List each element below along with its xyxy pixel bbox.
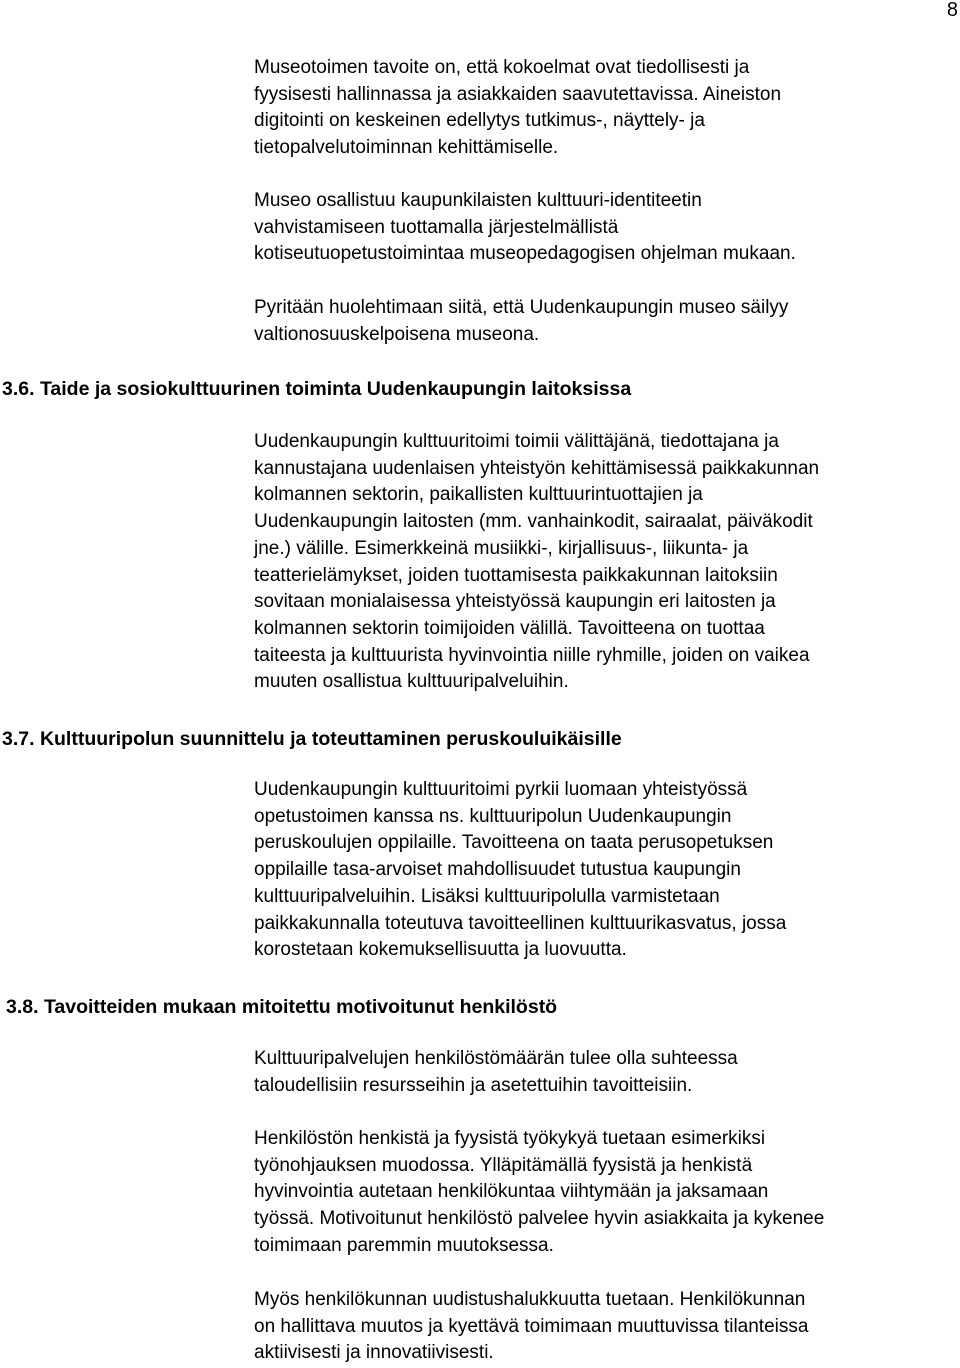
paragraph-sociocultural-activity: Uudenkaupungin kulttuuritoimi toimii välittäjänä, tiedottajana ja kannustajana uudenlaisen yhteistyön kehittämisessä paikkakunnan kolmannen sektorin, paikallisten kulttuurintuottajien ja Uudenkaupungin laitosten (mm. vanhainkodit, sairaalat, päiväkodit jne.) välille. Esimerkkeinä musiikki-, kirjallisuus-, liikunta- ja teatterielämykset, joiden tuottamisesta paikkakunnan laitoksiin sovitaan monialaisessa yhteistyössä kaupungin eri laitosten ja kolmannen sektorin toimijoiden välillä. Tavoitteena on tuottaa taiteesta ja kulttuurista hyvinvointia niille ryhmille, joiden on vaikea muuten osallistua kulttuuripalveluihin. bbox=[254, 431, 820, 693]
section-heading-3-8: 3.8. Tavoitteiden mukaan mitoitettu motivoitunut henkilöstö bbox=[6, 996, 558, 1018]
page-number: 8 bbox=[946, 0, 958, 21]
paragraph-collections-goal: Museotoimen tavoite on, että kokoelmat ovat tiedollisesti ja fyysisesti hallinnassa ja asiakkaiden saavutettavissa. Aineiston digitointi on keskeinen edellytys tutkimus-, näyttely- ja tietopalvelutoiminnan kehittämiselle. bbox=[254, 57, 782, 159]
paragraph-staffing-level: Kulttuuripalvelujen henkilöstömäärän tulee olla suhteessa taloudellisiin resursseihin ja asetettuihin tavoitteisiin. bbox=[254, 1048, 738, 1096]
section-heading-3-7: 3.7. Kulttuuripolun suunnittelu ja toteuttaminen peruskouluikäisille bbox=[2, 728, 622, 750]
paragraph-cultural-identity: Museo osallistuu kaupunkilaisten kulttuuri-identiteetin vahvistamiseen tuottamalla järjestelmällistä kotiseutuopetustoimintaa museopedagogisen ohjelman mukaan. bbox=[254, 190, 796, 265]
paragraph-culture-path: Uudenkaupungin kulttuuritoimi pyrkii luomaan yhteistyössä opetustoimen kanssa ns. kulttuuripolun Uudenkaupungin peruskoulujen oppilaille. Tavoitteena on taata perusopetuksen oppilaille tasa-arvoiset mahdollisuudet tutustua kaupungin kulttuuripalveluihin. Lisäksi kulttuuripolulla varmistetaan paikkakunnalla toteutuva tavoitteellinen kulttuurikasvatus, jossa korostetaan kokemuksellisuutta ja luovuutta. bbox=[254, 779, 787, 961]
paragraph-staff-wellbeing: Henkilöstön henkistä ja fyysistä työkykyä tuetaan esimerkiksi työnohjauksen muodossa. Ylläpitämällä fyysistä ja henkistä hyvinvointia autetaan henkilökuntaa viihtymään ja jaksamaan työssä. Motivoitunut henkilöstö palvelee hyvin asiakkaita ja kykenee toimimaan paremmin muutoksessa. bbox=[254, 1128, 825, 1256]
paragraph-museum-status: Pyritään huolehtimaan siitä, että Uudenkaupungin museo säilyy valtionosuuskelpoisena museona. bbox=[254, 297, 789, 345]
paragraph-change-readiness: Myös henkilökunnan uudistushalukkuutta tuetaan. Henkilökunnan on hallittava muutos ja kyettävä toimimaan muuttuvissa tilanteissa aktiivisesti ja innovatiivisesti. bbox=[254, 1289, 809, 1364]
section-heading-3-6: 3.6. Taide ja sosiokulttuurinen toiminta Uudenkaupungin laitoksissa bbox=[2, 378, 632, 400]
